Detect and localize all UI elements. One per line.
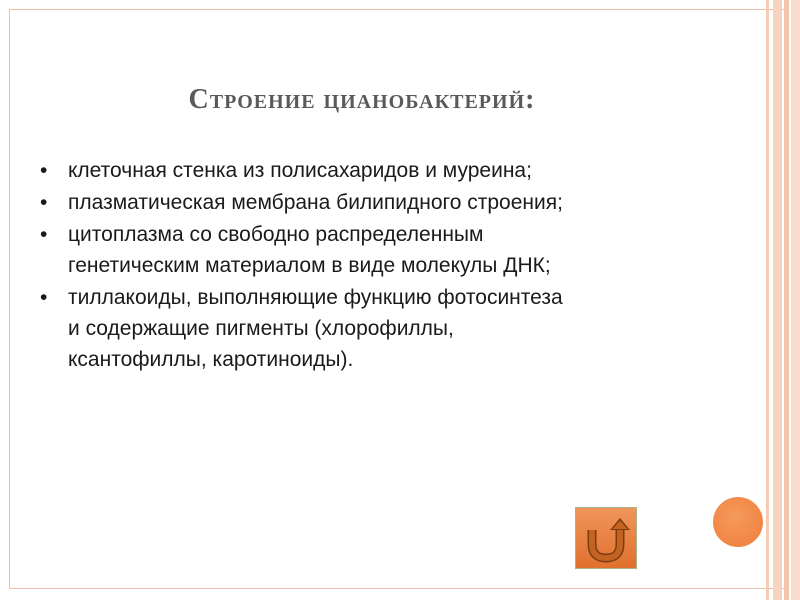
list-item (40, 282, 580, 375)
return-button[interactable] (575, 507, 637, 569)
slide-title: Строение цианобактерий: (188, 84, 536, 115)
bullet-dot: • (40, 159, 48, 182)
bullet-dot: • (40, 286, 48, 309)
list-item-text: клеточная стенка из полисахаридов и муреина; (68, 159, 532, 182)
list-item-text: плазматическая мембрана билипидного строения; (68, 191, 563, 214)
decorative-stripe (773, 0, 782, 600)
decorative-stripe (784, 0, 789, 600)
list-item (40, 187, 580, 218)
list-item (40, 219, 580, 281)
return-arrow-icon (576, 508, 636, 568)
decorative-stripe (791, 0, 800, 600)
list-item (40, 155, 580, 186)
bullet-dot: • (40, 223, 48, 246)
bullet-dot: • (40, 191, 48, 214)
list-item-text: тиллакоиды, выполняющие функцию фотосинтеза и содержащие пигменты (хлорофиллы, ксантофиллы, каротиноиды). (68, 286, 563, 371)
decorative-circle (713, 497, 763, 547)
bullet-list (40, 155, 580, 376)
list-item-text: цитоплазма со свободно распределенным генетическим материалом в виде молекулы ДНК; (68, 223, 551, 277)
decorative-stripe (766, 0, 769, 600)
